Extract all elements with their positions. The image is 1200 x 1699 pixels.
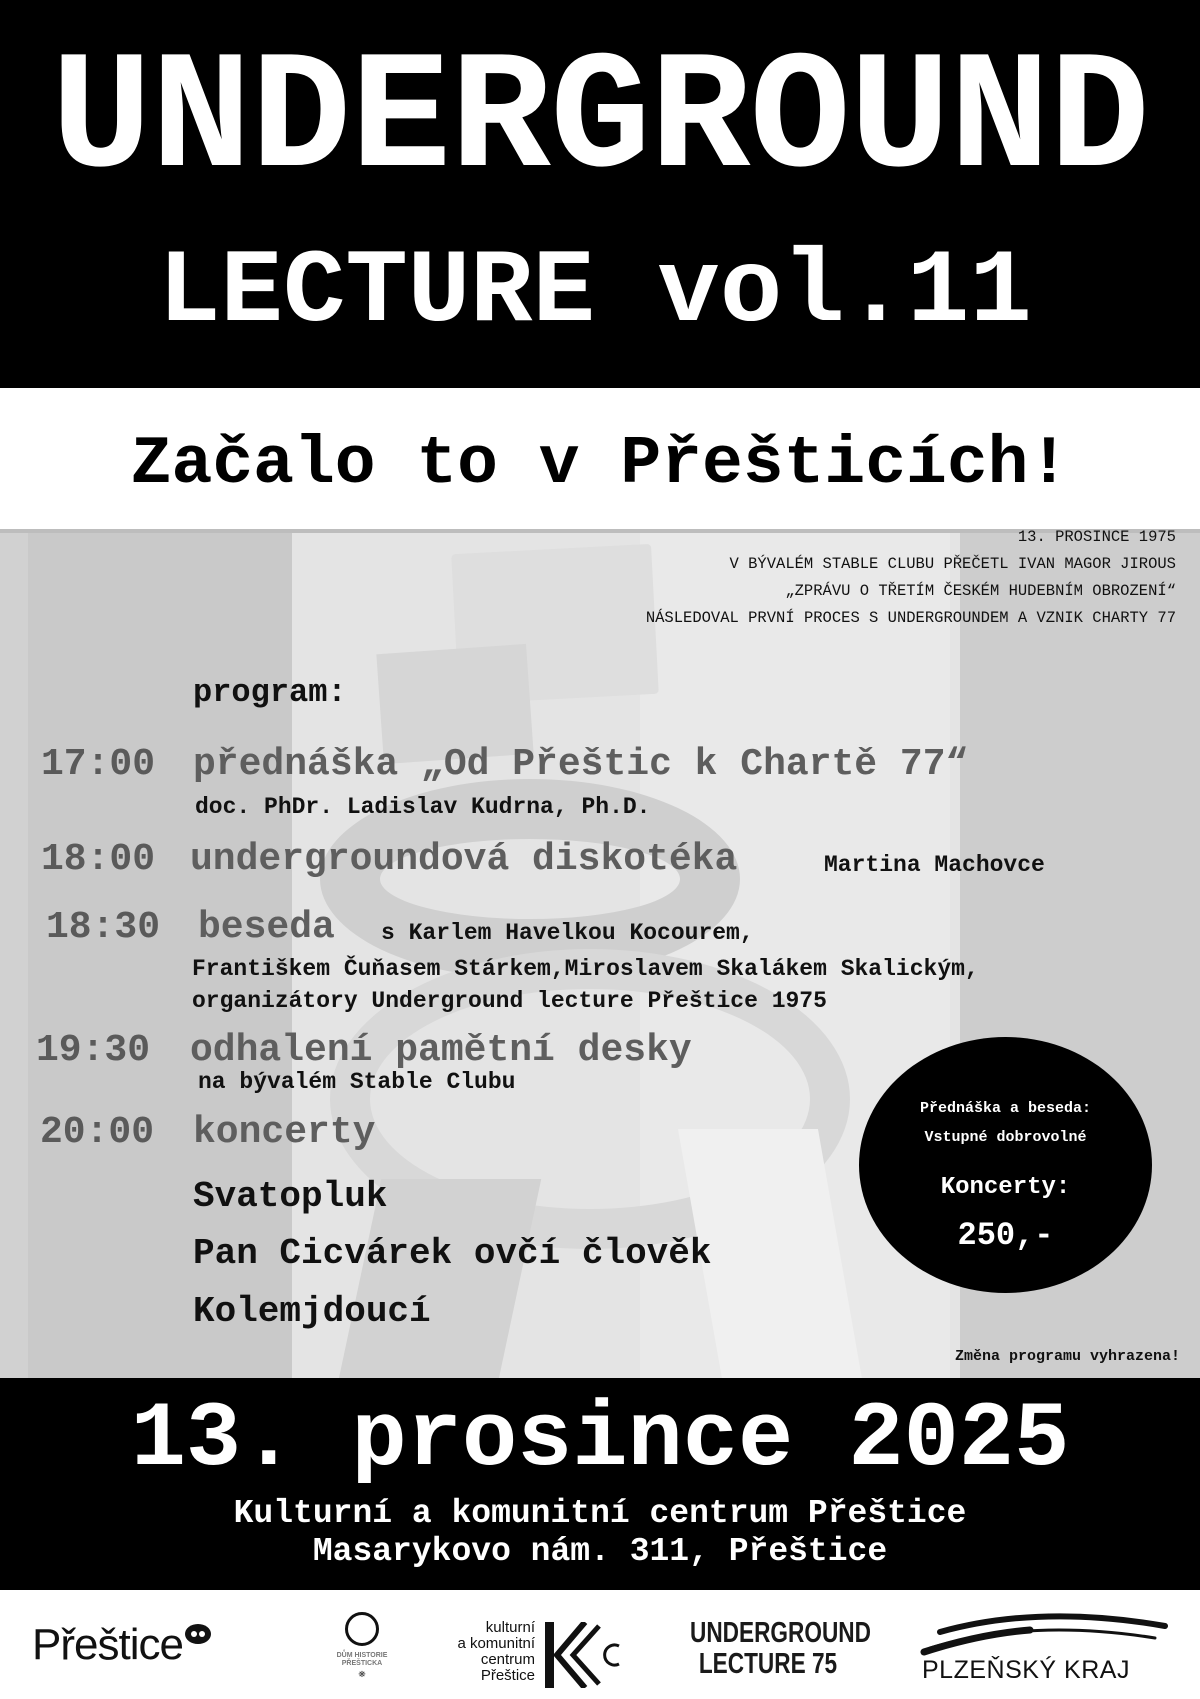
- program-detail: s Karlem Havelkou Kocourem,: [381, 920, 754, 946]
- sponsor-logos: [0, 1590, 1200, 1699]
- history-note-line: 13. PROSINCE 1975: [1017, 528, 1176, 546]
- price-value-lecture: Vstupné dobrovolné: [924, 1129, 1087, 1146]
- logo-plzensky-kraj: [920, 1608, 1175, 1693]
- flower-icon: ❋: [358, 1667, 366, 1681]
- program-detail: na bývalém Stable Clubu: [198, 1069, 516, 1095]
- program-time: 17:00: [41, 743, 156, 786]
- program-time: 18:00: [41, 838, 156, 881]
- price-label-concerts: Koncerty:: [940, 1174, 1071, 1201]
- wheel-icon: [345, 1612, 379, 1646]
- change-disclaimer: Změna programu vyhrazena!: [954, 1348, 1180, 1365]
- program-time: 18:30: [46, 906, 161, 949]
- program-detail: doc. PhDr. Ladislav Kudrna, Ph.D.: [195, 794, 651, 820]
- program-time: 19:30: [36, 1029, 151, 1072]
- program-activity: odhalení pamětní desky: [190, 1029, 692, 1072]
- program-detail: Františkem Čuňasem Stárkem,Miroslavem Skalákem Skalickým,: [192, 956, 979, 982]
- band-name: Pan Cicvárek ovčí člověk: [193, 1233, 712, 1274]
- history-note-line: V BÝVALÉM STABLE CLUBU PŘEČETL IVAN MAGOR JIROUS: [729, 555, 1176, 573]
- logo-plzensky-kraj-text: PLZEŇSKÝ KRAJ: [922, 1656, 1130, 1684]
- logo-kkc-line: centrum: [480, 1651, 535, 1668]
- logo-prestice: [32, 1620, 211, 1670]
- tagline: Začalo to v Přešticích!: [130, 426, 1070, 503]
- price-label-lecture: Přednáška a beseda:: [919, 1100, 1092, 1117]
- logo-dum-historie: [322, 1612, 402, 1697]
- logo-kkc-line: kulturní: [485, 1619, 535, 1636]
- venue-address: Masarykovo nám. 311, Přeštice: [312, 1533, 888, 1570]
- price-badge: [859, 1037, 1152, 1293]
- program-activity: beseda: [198, 906, 335, 949]
- photo-shade: [0, 529, 28, 1378]
- logo-dum-historie-line: DŮM HISTORIE: [336, 1652, 388, 1659]
- program-time: 20:00: [40, 1111, 155, 1154]
- logo-ul-line: UNDERGROUND: [690, 1617, 871, 1649]
- kkc-mark-icon: [545, 1622, 623, 1688]
- event-date: 13. prosince 2025: [130, 1387, 1070, 1492]
- logo-ul-line: LECTURE 75: [698, 1648, 838, 1680]
- program-detail: Martina Machovce: [824, 852, 1045, 878]
- logo-underground-lecture-75: [690, 1617, 871, 1680]
- history-note-line: „ZPRÁVU O TŘETÍM ČESKÉM HUDEBNÍM OBROZENÍ“: [785, 582, 1176, 600]
- program-activity: koncerty: [193, 1111, 376, 1154]
- program-activity: undergroundová diskotéka: [190, 838, 738, 881]
- logo-kkc-line: a komunitní: [457, 1635, 535, 1652]
- program-heading: program:: [193, 674, 347, 711]
- band-name: Svatopluk: [193, 1176, 388, 1217]
- logo-prestice-text: Přeštice: [32, 1620, 183, 1669]
- poster-title: UNDERGROUND: [51, 26, 1149, 216]
- history-note-line: NÁSLEDOVAL PRVNÍ PROCES S UNDERGROUNDEM A VZNIK CHARTY 77: [645, 609, 1176, 627]
- logo-dum-historie-line: PŘEŠTICKA: [341, 1660, 383, 1667]
- prestice-eyes-icon: [185, 1624, 211, 1644]
- venue-name: Kulturní a komunitní centrum Přeštice: [233, 1495, 967, 1532]
- logo-kkc-line: Přeštice: [480, 1667, 535, 1684]
- price-value-concerts: 250,-: [957, 1217, 1054, 1254]
- band-name: Kolemjdoucí: [193, 1291, 431, 1332]
- poster-subtitle-volume: LECTURE vol.11: [158, 234, 1032, 352]
- arc-swoosh-icon: [920, 1608, 1175, 1658]
- logo-kkc-text: [445, 1620, 535, 1684]
- program-activity: přednáška „Od Přeštic k Chartě 77“: [193, 743, 969, 786]
- program-detail: organizátory Underground lecture Přeštice 1975: [192, 988, 827, 1014]
